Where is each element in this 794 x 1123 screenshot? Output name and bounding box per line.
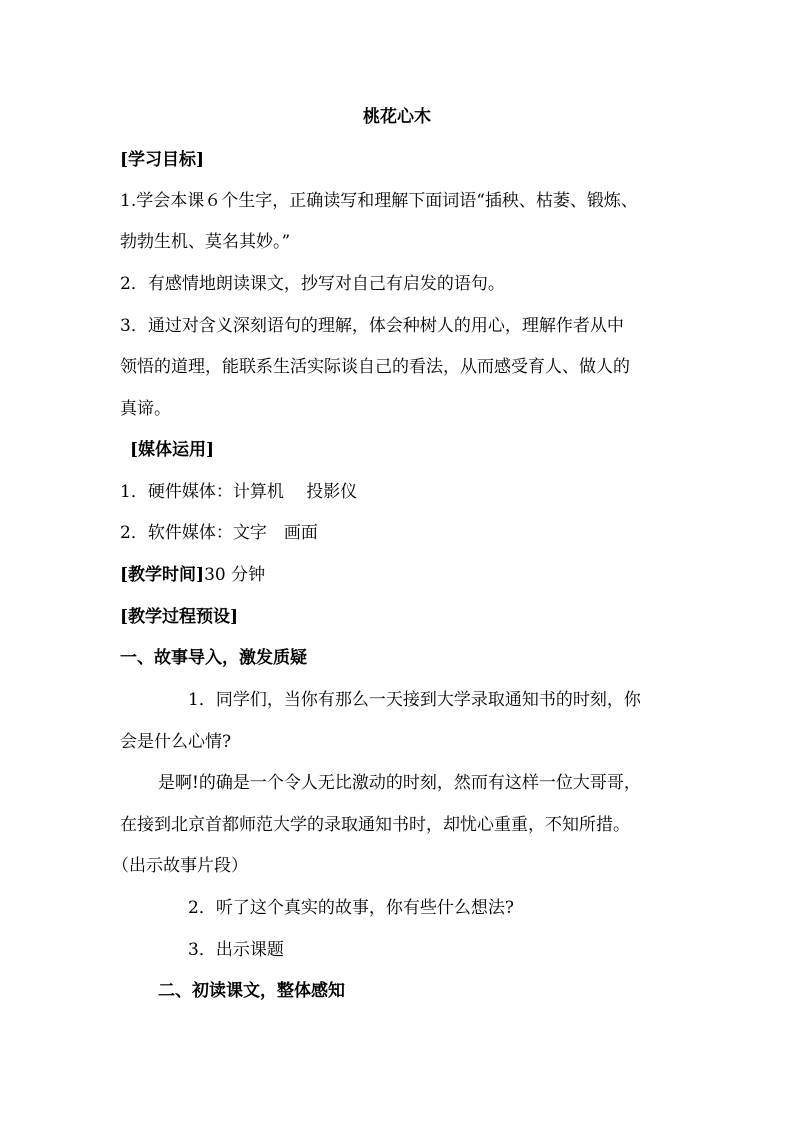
part1-line-2: 会是什么心情?: [120, 732, 232, 752]
media-line-2: 2．软件媒体：文字 画面: [120, 523, 318, 543]
part1-line-6: 2．听了这个真实的故事，你有些什么想法?: [188, 898, 514, 918]
part1-line-7: 3．出示课题: [188, 940, 284, 960]
objective-line-6: 真谛。: [120, 399, 171, 419]
part1-line-4: 在接到北京首都师范大学的录取通知书时，却忧心重重，不知所措。: [120, 815, 630, 835]
objective-line-2: 勃勃生机、莫名其妙。”: [120, 232, 291, 252]
objective-line-5: 领悟的道理，能联系生活实际谈自己的看法，从而感受育人、做人的: [120, 357, 630, 377]
part1-line-1: 1．同学们，当你有那么一天接到大学录取通知书的时刻，你: [188, 690, 641, 710]
teaching-time: [120, 564, 265, 586]
document-title: 桃花心木: [363, 107, 431, 127]
part1-line-5: （出示故事片段）: [112, 856, 248, 876]
objectives-heading: [学习目标]: [120, 150, 205, 170]
media-line-1: 1．硬件媒体：计算机 投影仪: [120, 482, 358, 502]
objective-line-3: 2．有感情地朗读课文，抄写对自己有启发的语句。: [120, 274, 505, 294]
media-heading: [媒体运用]: [130, 440, 215, 460]
time-label: [教学时间]: [120, 565, 205, 585]
part1-line-3: 是啊!的确是一个令人无比激动的时刻，然而有这样一位大哥哥，: [158, 773, 641, 793]
part1-heading: 一、故事导入，激发质疑: [120, 648, 307, 668]
time-value: 30 分钟: [204, 565, 266, 585]
process-heading: [教学过程预设]: [120, 607, 239, 627]
objective-line-1: 1.学会本课６个生字，正确读写和理解下面词语“插秧、枯萎、锻炼、: [120, 191, 638, 211]
objective-line-4: 3．通过对含义深刻语句的理解，体会种树人的用心，理解作者从中: [120, 316, 624, 336]
part2-heading: 二、初读课文，整体感知: [158, 981, 345, 1001]
